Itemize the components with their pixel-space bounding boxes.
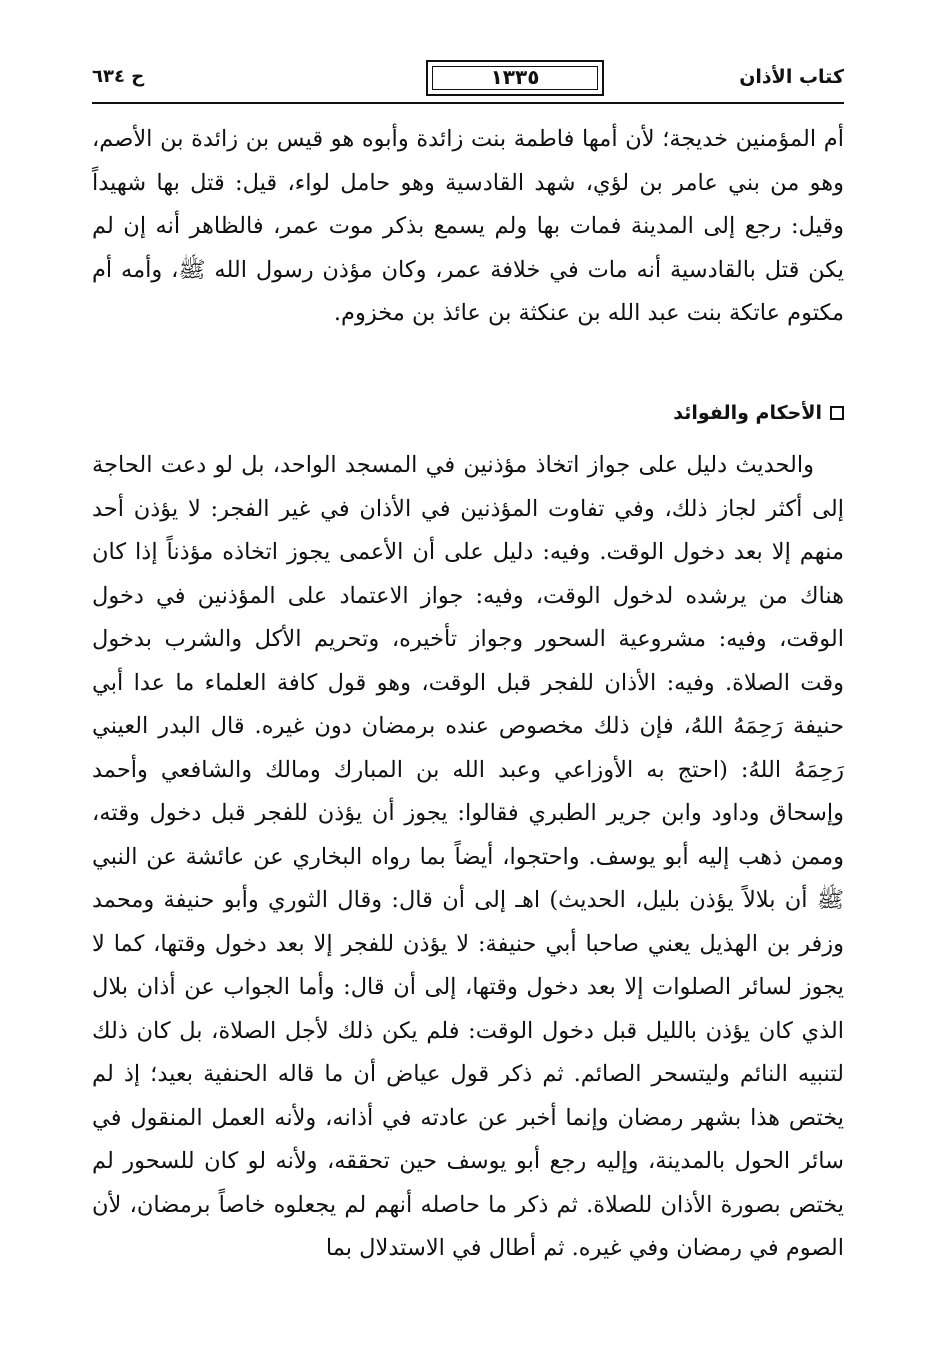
section-heading-text: الأحكام والفوائد xyxy=(673,402,822,424)
square-bullet-icon xyxy=(830,406,844,420)
paragraph-rulings: والحديث دليل على جواز اتخاذ مؤذنين في المسجد الواحد، بل لو دعت الحاجة إلى أكثر لجاز ذلك، وفي تفاوت المؤذنين في الأذان في غير الفجر: لا يؤذن أحد منهم إلا بعد دخول الوقت. وفيه: دليل على أن الأعمى يجوز اتخاذه مؤذناً إذا كان هناك من يرشده لدخول الوقت، وفيه: جواز الاعتماد على المؤذنين في دخول الوقت، وفيه: مشروعية السحور وجواز تأخيره، وتحريم الأكل والشرب بدخول وقت الصلاة. وفيه: الأذان للفجر قبل الوقت، وهو قول كافة العلماء ما عدا أبي حنيفة رَحِمَهُ اللهُ، فإن ذلك مخصوص عنده برمضان دون غيره. قال البدر العيني رَحِمَهُ اللهُ: (احتج به الأوزاعي وعبد الله بن المبارك ومالك والشافعي وأحمد وإسحاق وداود وابن جرير الطبري فقالوا: يجوز أن يؤذن للفجر قبل دخول وقته، وممن ذهب إليه أبو يوسف. واحتجوا، أيضاً بما رواه البخاري عن عائشة عن النبي ﷺ أن بلالاً يؤذن بليل، الحديث) اهـ إلى أن قال: وقال الثوري وأبو حنيفة ومحمد وزفر بن الهذيل يعني صاحبا أبي حنيفة: لا يؤذن للفجر إلا بعد دخول وقتها، كما لا يجوز لسائر الصلوات إلا بعد دخول وقتها، إلى أن قال: وأما الجواب عن أذان بلال الذي كان يؤذن بالليل قبل دخول الوقت: فلم يكن ذلك لأجل الصلاة، بل كان ذلك لتنبيه النائم وليتسحر الصائم. ثم ذكر قول عياض أن ما قاله الحنفية بعيد؛ إذ لم يختص هذا بشهر رمضان وإنما أخبر عن عادته في أذانه، ولأنه العمل المنقول في سائر الحول بالمدينة، وإليه رجع أبو يوسف حين تحققه، ولأنه لو كان للسحور لم يختص بصورة الأذان للصلاة. ثم ذكر ما حاصله أنهم لم يجعلوه خاصاً برمضان، لأن الصوم في رمضان وفي غيره. ثم أطال في الاستدلال بما xyxy=(92,452,844,1261)
paragraph-biography: أم المؤمنين خديجة؛ لأن أمها فاطمة بنت زائدة وأبوه هو قيس بن زائدة بن الأصم، وهو من بني عامر بن لؤي، شهد القادسية وهو حامل لواء، قيل: قتل بها شهيداً وقيل: رجع إلى المدينة فمات بها ولم يسمع بذكر موت عمر، فالظاهر أنه إن لم يكن قتل بالقادسية أنه مات في خلافة عمر، وكان مؤذن رسول الله ﷺ، وأمه أم مكتوم عاتكة بنت عبد الله بن عنكثة بن عائذ بن مخزوم. xyxy=(92,126,844,326)
page-number: ١٣٣٥ xyxy=(490,65,540,89)
book-title: كتاب الأذان xyxy=(739,66,844,88)
section-heading xyxy=(673,402,844,424)
header-divider xyxy=(92,102,844,104)
page-header xyxy=(92,60,844,106)
hadith-reference: ح ٦٣٤ xyxy=(92,66,145,87)
page-number-frame xyxy=(426,60,604,96)
